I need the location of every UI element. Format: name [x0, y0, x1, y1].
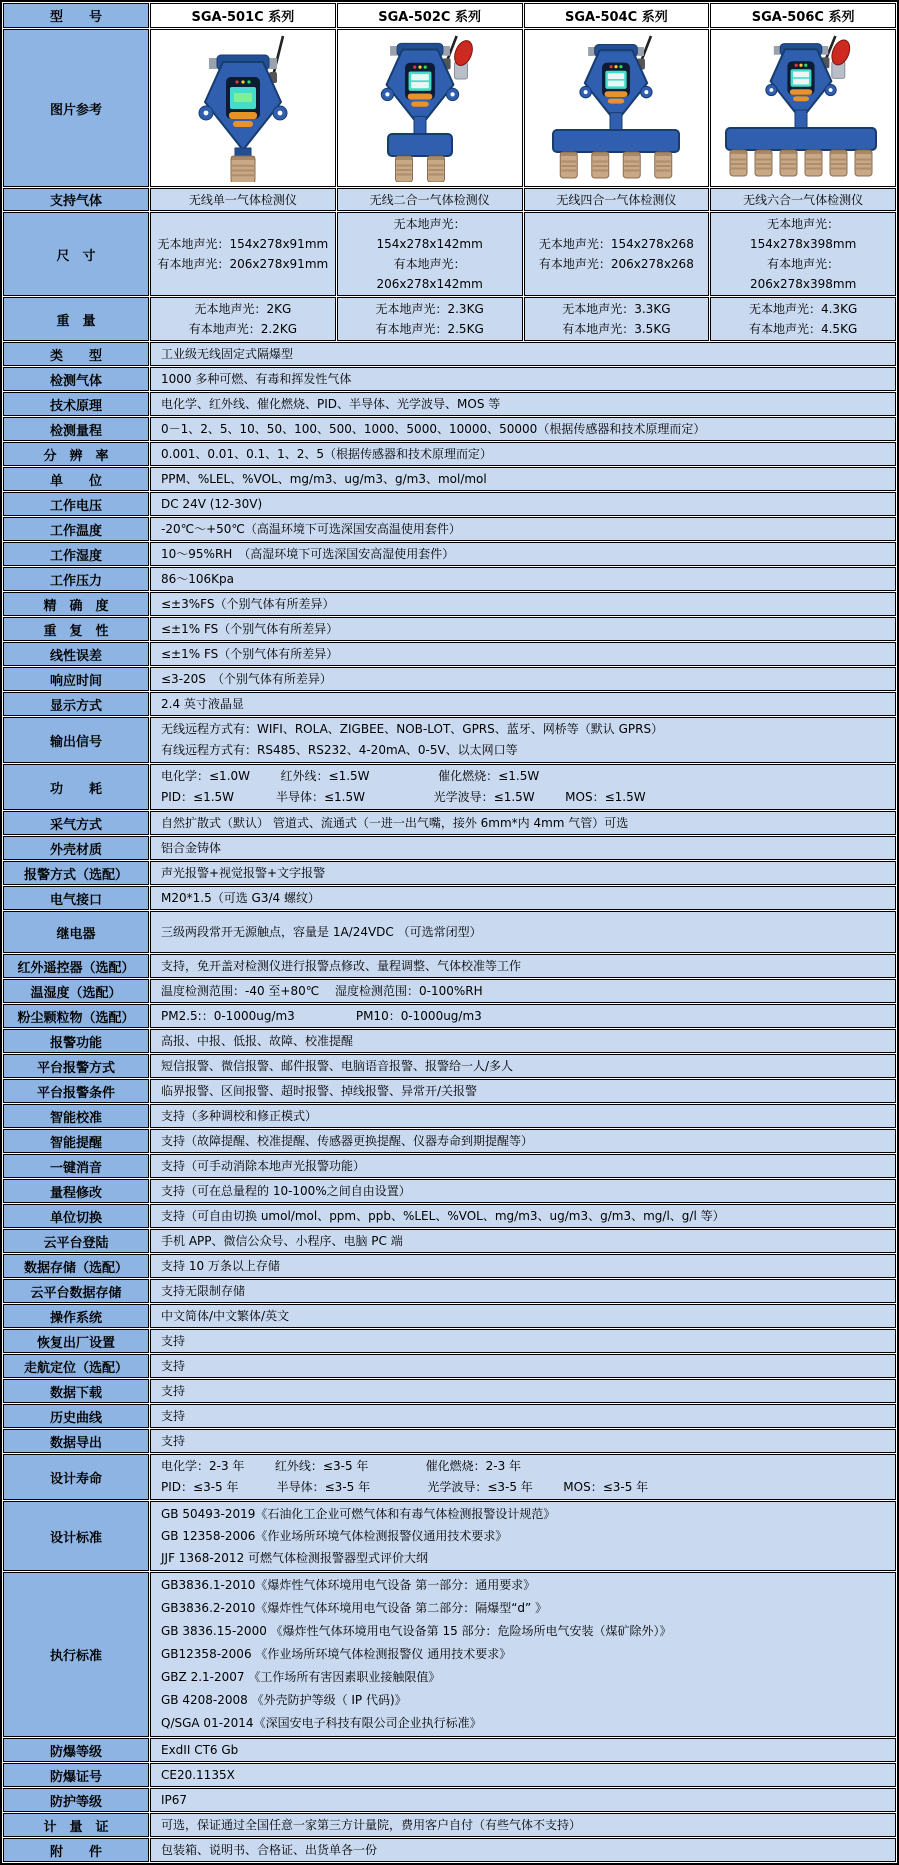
spec-value [150, 979, 896, 1003]
grid-cell: 无线六合一气体检测仪 [710, 188, 896, 211]
spec-value-line: 支持 [161, 1334, 186, 1348]
spec-value [150, 1454, 896, 1500]
spec-value-line: 10～95%RH （高湿环境下可选深国安高湿使用套件） [161, 547, 455, 561]
spec-value-line: 支持（可在总量程的 10-100%之间自由设置） [161, 1184, 411, 1198]
row-label: 智能提醒 [3, 1129, 149, 1153]
spec-value [150, 1838, 896, 1862]
spec-row [3, 1079, 896, 1103]
spec-value-line: 支持 10 万条以上存储 [161, 1259, 280, 1273]
spec-value-line: 支持 [161, 1409, 186, 1423]
grid-row [3, 212, 896, 296]
row-label: 云平台登陆 [3, 1229, 149, 1253]
spec-row [3, 811, 896, 835]
row-label: 量程修改 [3, 1179, 149, 1203]
spec-row [3, 1154, 896, 1178]
spec-value [150, 1329, 896, 1353]
row-label: 外壳材质 [3, 836, 149, 860]
spec-value-line: IP67 [161, 1793, 188, 1807]
spec-value-line: 无线远程方式有：WIFI、ROLA、ZIGBEE、NOB-LOT、GPRS、蓝牙、网桥等（默认 GPRS） [161, 722, 664, 736]
row-label: 显示方式 [3, 692, 149, 716]
spec-value [150, 642, 896, 666]
model-header-label: 型 号 [3, 3, 149, 28]
spec-value [150, 417, 896, 441]
spec-value [150, 467, 896, 491]
spec-value [150, 836, 896, 860]
row-label: 响应时间 [3, 667, 149, 691]
spec-value [150, 717, 896, 763]
spec-value [150, 1154, 896, 1178]
spec-row [3, 1279, 896, 1303]
spec-value [150, 392, 896, 416]
spec-value-line: ≤3-20S （个别气体有所差异） [161, 672, 332, 686]
grid-cell [150, 297, 336, 341]
row-label: 防爆证号 [3, 1763, 149, 1787]
spec-value-line: 三级两段常开无源触点，容量是 1A/24VDC （可选常闭型） [161, 925, 482, 939]
spec-value-line: 铝合金铸体 [161, 841, 222, 855]
spec-row [3, 1788, 896, 1812]
row-label: 线性误差 [3, 642, 149, 666]
spec-value-line: 支持，免开盖对检测仪进行报警点修改、量程调整、气体校准等工作 [161, 959, 522, 973]
spec-row [3, 1029, 896, 1053]
spec-value-line: 支持 [161, 1384, 186, 1398]
spec-row [3, 1501, 896, 1571]
grid-cell-line: 有本地声光：4.5KG [748, 322, 858, 336]
row-label: 分 辨 率 [3, 442, 149, 466]
spec-value [150, 1279, 896, 1303]
spec-row [3, 1354, 896, 1378]
spec-value-line: 中文简体/中文繁体/英文 [161, 1309, 290, 1323]
spec-row [3, 617, 896, 641]
row-label: 功 耗 [3, 764, 149, 810]
spec-row [3, 1379, 896, 1403]
row-label: 采气方式 [3, 811, 149, 835]
spec-value [150, 764, 896, 810]
spec-value-line: PPM、%LEL、%VOL、mg/m3、ug/m3、g/m3、mol/mol [161, 472, 487, 486]
spec-value-line: 电化学、红外线、催化燃烧、PID、半导体、光学波导、MOS 等 [161, 397, 501, 411]
wireless-single-gas-detector-image [153, 30, 333, 186]
spec-row [3, 592, 896, 616]
spec-value [150, 667, 896, 691]
spec-row [3, 717, 896, 763]
spec-row [3, 1763, 896, 1787]
model-name-sga-506c: SGA-506C 系列 [710, 3, 896, 28]
row-label: 检测量程 [3, 417, 149, 441]
grid-cell-line: 无本地声光：154x278x268 [538, 237, 694, 251]
spec-value [150, 1104, 896, 1128]
spec-value [150, 1788, 896, 1812]
spec-value-line: 包装箱、说明书、合格证、出货单各一份 [161, 1843, 378, 1857]
product-image-cell-sga-501c [150, 29, 336, 187]
spec-value [150, 492, 896, 516]
grid-cell: 无线二合一气体检测仪 [337, 188, 523, 211]
spec-row [3, 1429, 896, 1453]
spec-value [150, 1079, 896, 1103]
spec-value-line: DC 24V (12-30V) [161, 497, 263, 511]
image-row [3, 29, 896, 187]
spec-value [150, 861, 896, 885]
spec-row [3, 542, 896, 566]
spec-value-line: 工业级无线固定式隔爆型 [161, 347, 294, 361]
grid-cell-line: 有本地声光：2.2KG [188, 322, 297, 336]
spec-value-line: GB3836.1-2010《爆炸性气体环境用电气设备 第一部分：通用要求》 [161, 1578, 536, 1592]
row-label: 走航定位（选配） [3, 1354, 149, 1378]
grid-cell-line: 有本地声光：206x278x398mm [749, 257, 857, 291]
grid-cell-line: 无本地声光：3.3KG [562, 302, 671, 316]
spec-row [3, 764, 896, 810]
spec-value-line: PID：≤1.5W 半导体：≤1.5W 光学波导：≤1.5W MOS：≤1.5W [161, 790, 646, 804]
spec-value-line: 温度检测范围：-40 至+80℃ 湿度检测范围：0-100%RH [161, 984, 483, 998]
wireless-dual-gas-detector-with-beacon-image [340, 30, 520, 186]
grid-cell-line: 无本地声光：2KG [194, 302, 292, 316]
spec-row [3, 417, 896, 441]
spec-value-line: 支持无限制存储 [161, 1284, 246, 1298]
product-image-cell-sga-502c [337, 29, 523, 187]
spec-value-line: GB 50493-2019《石油化工企业可燃气体和有毒气体检测报警设计规范》 [161, 1507, 556, 1521]
spec-value-line: 支持（可手动消除本地声光报警功能） [161, 1159, 366, 1173]
grid-cell [524, 212, 710, 296]
spec-value-line: PID：≤3-5 年 半导体：≤3-5 年 光学波导：≤3-5 年 MOS：≤3-5 年 [161, 1480, 649, 1494]
spec-row [3, 1813, 896, 1837]
grid-cell [710, 297, 896, 341]
model-name-sga-501c: SGA-501C 系列 [150, 3, 336, 28]
spec-row [3, 861, 896, 885]
grid-row [3, 188, 896, 211]
row-label: 智能校准 [3, 1104, 149, 1128]
row-label: 报警功能 [3, 1029, 149, 1053]
spec-row [3, 467, 896, 491]
row-label: 操作系统 [3, 1304, 149, 1328]
row-label: 数据下载 [3, 1379, 149, 1403]
spec-value [150, 542, 896, 566]
spec-value-line: ≤±3%FS（个别气体有所差异） [161, 597, 335, 611]
spec-value [150, 1501, 896, 1571]
spec-row [3, 642, 896, 666]
grid-cell: 无线四合一气体检测仪 [524, 188, 710, 211]
spec-row [3, 1004, 896, 1028]
row-label: 工作电压 [3, 492, 149, 516]
row-label: 防护等级 [3, 1788, 149, 1812]
spec-value-line: ≤±1% FS（个别气体有所差异） [161, 647, 339, 661]
spec-value [150, 567, 896, 591]
row-label: 防爆等级 [3, 1738, 149, 1762]
spec-value-line: 支持（多种调校和修正模式） [161, 1109, 318, 1123]
spec-row [3, 342, 896, 366]
product-image-cell-sga-506c [710, 29, 896, 187]
grid-cell [150, 212, 336, 296]
row-label: 计 量 证 [3, 1813, 149, 1837]
spec-row [3, 1404, 896, 1428]
spec-row [3, 1738, 896, 1762]
spec-value-line: GB12358-2006 《作业场所环境气体检测报警仪 通用技术要求》 [161, 1647, 512, 1661]
spec-row [3, 392, 896, 416]
spec-value-line: CE20.1135X [161, 1768, 235, 1782]
wireless-quad-gas-detector-image [526, 30, 706, 186]
row-label: 温湿度（选配） [3, 979, 149, 1003]
spec-value-line: 自然扩散式（默认） 管道式、流通式（一进一出气嘴，接外 6mm*内 4mm 气管）可选 [161, 816, 629, 830]
spec-value [150, 911, 896, 953]
spec-row [3, 692, 896, 716]
spec-value [150, 1129, 896, 1153]
spec-value [150, 954, 896, 978]
row-label: 电气接口 [3, 886, 149, 910]
spec-row [3, 1838, 896, 1862]
row-label: 数据存储（选配） [3, 1254, 149, 1278]
row-label: 粉尘颗粒物（选配） [3, 1004, 149, 1028]
row-label: 单 位 [3, 467, 149, 491]
spec-row [3, 367, 896, 391]
spec-value [150, 1054, 896, 1078]
spec-value [150, 1304, 896, 1328]
spec-value [150, 1004, 896, 1028]
spec-row [3, 667, 896, 691]
row-label: 重 量 [3, 297, 149, 341]
spec-value [150, 1029, 896, 1053]
spec-row [3, 1572, 896, 1737]
product-image-cell-sga-504c [524, 29, 710, 187]
spec-value-line: 临界报警、区间报警、超时报警、掉线报警、异常开/关报警 [161, 1084, 478, 1098]
row-label: 云平台数据存储 [3, 1279, 149, 1303]
spec-value-line: 86～106Kpa [161, 572, 235, 586]
row-label: 图片参考 [3, 29, 149, 187]
spec-value-line: PM2.5:：0-1000ug/m3 PM10：0-1000ug/m3 [161, 1009, 482, 1023]
spec-value [150, 1404, 896, 1428]
spec-value [150, 617, 896, 641]
spec-row [3, 1454, 896, 1500]
row-label: 工作温度 [3, 517, 149, 541]
row-label: 平台报警方式 [3, 1054, 149, 1078]
spec-row [3, 517, 896, 541]
spec-row [3, 979, 896, 1003]
grid-cell-line: 无本地声光：154x278x142mm [376, 217, 483, 251]
spec-value-line: GB 4208-2008 《外壳防护等级（ IP 代码)》 [161, 1693, 407, 1707]
spec-value [150, 517, 896, 541]
spec-row [3, 442, 896, 466]
spec-value-line: GB 3836.15-2000 《爆炸性气体环境用电气设备第 15 部分：危险场所电气安装（煤矿除外）》 [161, 1624, 672, 1638]
spec-value [150, 692, 896, 716]
spec-row [3, 1104, 896, 1128]
spec-value [150, 1379, 896, 1403]
spec-value-line: 支持（可自由切换 umol/mol、ppm、ppb、%LEL、%VOL、mg/m3、ug/m3、g/m3、mg/l、g/l 等） [161, 1209, 725, 1223]
wireless-six-gas-detector-with-beacon-image [713, 30, 893, 186]
row-label: 设计寿命 [3, 1454, 149, 1500]
row-label: 继电器 [3, 911, 149, 953]
spec-value [150, 592, 896, 616]
spec-value [150, 1254, 896, 1278]
spec-row [3, 1254, 896, 1278]
grid-cell-line: 无本地声光：154x278x91mm [157, 237, 329, 251]
row-label: 类 型 [3, 342, 149, 366]
spec-value-line: JJF 1368-2012 可燃气体检测报警器型式评价大纲 [161, 1551, 429, 1565]
grid-cell-line: 有本地声光：3.5KG [562, 322, 671, 336]
spec-value-line: 短信报警、微信报警、邮件报警、电脑语音报警、报警给一人/多人 [161, 1059, 514, 1073]
row-label: 工作湿度 [3, 542, 149, 566]
spec-value [150, 1572, 896, 1737]
spec-value [150, 1429, 896, 1453]
row-label: 报警方式（选配） [3, 861, 149, 885]
grid-cell-line: 有本地声光：206x278x142mm [376, 257, 483, 291]
spec-value [150, 1813, 896, 1837]
grid-cell [524, 297, 710, 341]
spec-row [3, 1304, 896, 1328]
spec-value-line: 0.001、0.01、0.1、1、2、5（根据传感器和技术原理而定） [161, 447, 493, 461]
spec-value [150, 342, 896, 366]
spec-value [150, 442, 896, 466]
spec-row [3, 886, 896, 910]
spec-value-line: 有线远程方式有：RS485、RS232、4-20mA、0-5V、以太网口等 [161, 743, 518, 757]
spec-row [3, 954, 896, 978]
grid-row [3, 297, 896, 341]
row-label: 单位切换 [3, 1204, 149, 1228]
spec-value [150, 1179, 896, 1203]
spec-value-line: Q/SGA 01-2014《深国安电子科技有限公司企业执行标准》 [161, 1716, 482, 1730]
spec-value-line: -20℃～+50℃（高温环境下可选深国安高温使用套件） [161, 522, 461, 536]
spec-row [3, 492, 896, 516]
spec-row [3, 1229, 896, 1253]
spec-row [3, 1204, 896, 1228]
spec-value [150, 886, 896, 910]
spec-value-line: 电化学：2-3 年 红外线：≤3-5 年 催化燃烧：2-3 年 [161, 1459, 522, 1473]
spec-value [150, 1738, 896, 1762]
spec-value [150, 1204, 896, 1228]
row-label: 设计标准 [3, 1501, 149, 1571]
row-label: 支持气体 [3, 188, 149, 211]
grid-cell-line: 有本地声光：206x278x91mm [157, 257, 329, 271]
row-label: 重 复 性 [3, 617, 149, 641]
row-label: 技术原理 [3, 392, 149, 416]
model-name-sga-504c: SGA-504C 系列 [524, 3, 710, 28]
grid-cell: 无线单一气体检测仪 [150, 188, 336, 211]
row-label: 历史曲线 [3, 1404, 149, 1428]
spec-row [3, 567, 896, 591]
spec-value-line: GB 12358-2006《作业场所环境气体检测报警仪通用技术要求》 [161, 1529, 508, 1543]
grid-cell-line: 无本地声光：2.3KG [375, 302, 484, 316]
row-label: 数据导出 [3, 1429, 149, 1453]
spec-value [150, 1229, 896, 1253]
spec-value [150, 367, 896, 391]
grid-cell-line: 有本地声光：2.5KG [375, 322, 484, 336]
spec-value [150, 1354, 896, 1378]
row-label: 输出信号 [3, 717, 149, 763]
spec-value [150, 811, 896, 835]
spec-value-line: 2.4 英寸液晶显 [161, 697, 244, 711]
spec-row [3, 1054, 896, 1078]
spec-value-line: 手机 APP、微信公众号、小程序、电脑 PC 端 [161, 1234, 403, 1248]
spec-value-line: 声光报警+视觉报警+文字报警 [161, 866, 326, 880]
row-label: 精 确 度 [3, 592, 149, 616]
row-label: 执行标准 [3, 1572, 149, 1737]
grid-cell-line: 无本地声光：154x278x398mm [749, 217, 857, 251]
spec-value-line: 可选，保证通过全国任意一家第三方计量院，费用客户自付（有些气体不支持） [161, 1818, 582, 1832]
row-label: 一键消音 [3, 1154, 149, 1178]
row-label: 平台报警条件 [3, 1079, 149, 1103]
spec-value-line: 0－1、2、5、10、50、100、500、1000、5000、10000、50000（根据传感器和技术原理而定） [161, 422, 706, 436]
spec-row [3, 911, 896, 953]
row-label: 尺 寸 [3, 212, 149, 296]
model-name-sga-502c: SGA-502C 系列 [337, 3, 523, 28]
spec-value [150, 1763, 896, 1787]
grid-cell [710, 212, 896, 296]
spec-value-line: M20*1.5（可选 G3/4 螺纹） [161, 891, 320, 905]
spec-value-line: GB3836.2-2010《爆炸性气体环境用电气设备 第二部分：隔爆型“d” 》 [161, 1601, 548, 1615]
spec-row [3, 836, 896, 860]
row-label: 红外遥控器（选配） [3, 954, 149, 978]
spec-value-line: 高报、中报、低报、故障、校准提醒 [161, 1034, 354, 1048]
spec-row [3, 1329, 896, 1353]
row-label: 工作压力 [3, 567, 149, 591]
spec-value-line: 1000 多种可燃、有毒和挥发性气体 [161, 372, 352, 386]
grid-cell-line: 有本地声光：206x278x268 [538, 257, 694, 271]
spec-value-line: ≤±1% FS（个别气体有所差异） [161, 622, 339, 636]
spec-row [3, 1129, 896, 1153]
grid-cell [337, 212, 523, 296]
spec-value-line: 支持 [161, 1434, 186, 1448]
header-row [3, 3, 896, 28]
spec-row [3, 1179, 896, 1203]
row-label: 检测气体 [3, 367, 149, 391]
spec-value-line: 支持 [161, 1359, 186, 1373]
spec-value-line: 电化学：≤1.0W 红外线：≤1.5W 催化燃烧：≤1.5W [161, 769, 540, 783]
row-label: 附 件 [3, 1838, 149, 1862]
spec-value-line: ExdII CT6 Gb [161, 1743, 239, 1757]
spec-value-line: GBZ 2.1-2007 《工作场所有害因素职业接触限值》 [161, 1670, 441, 1684]
row-label: 恢复出厂设置 [3, 1329, 149, 1353]
grid-cell [337, 297, 523, 341]
grid-cell-line: 无本地声光：4.3KG [748, 302, 858, 316]
spec-value-line: 支持（故障提醒、校准提醒、传感器更换提醒、仪器寿命到期提醒等） [161, 1134, 534, 1148]
